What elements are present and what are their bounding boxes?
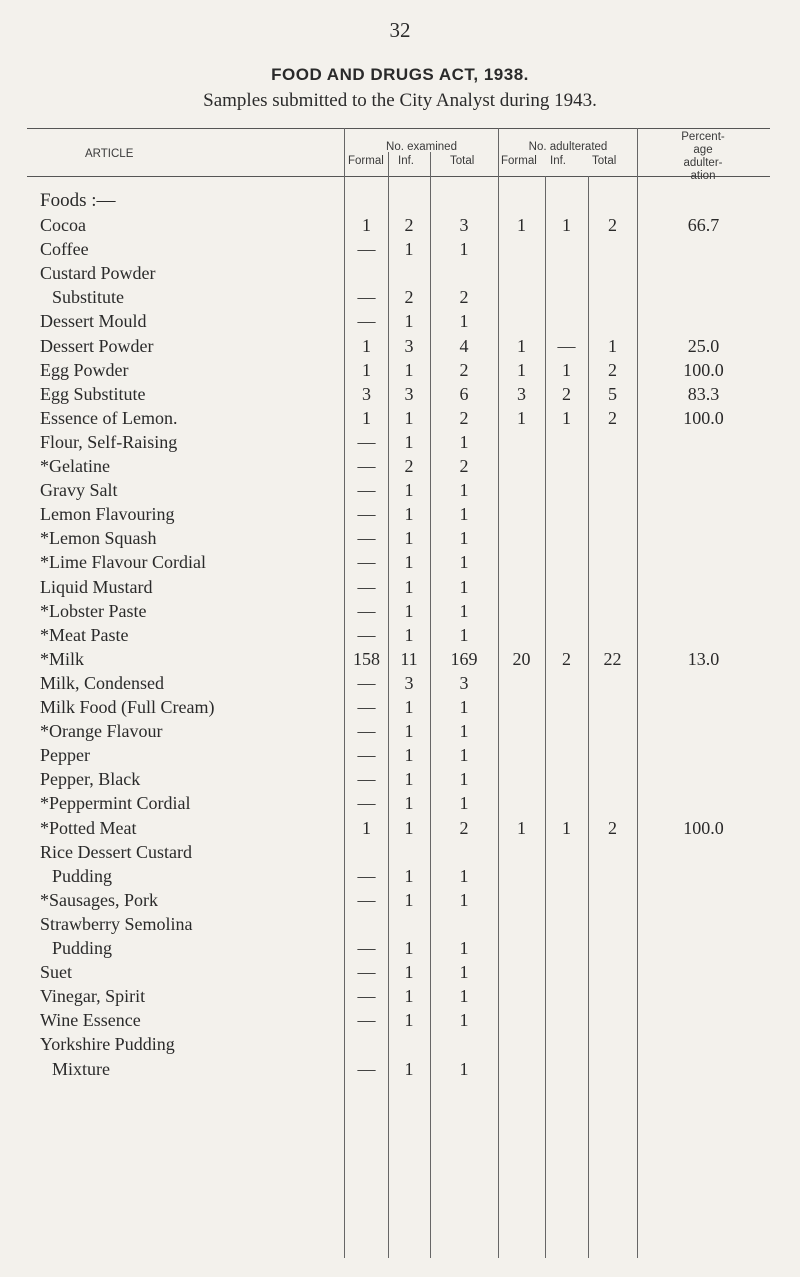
total-cell: 1 [459,697,469,717]
adult-inf-cell: 1 [562,359,571,380]
article-name: *Lobster Paste [40,600,147,621]
article-name: Substitute [52,287,125,308]
total-cell: 3 [459,215,469,235]
adult-total-cell: 2 [608,407,617,428]
formal-cell: — [357,311,376,332]
article-name: Coffee [40,239,89,260]
header-informal: Inf. [398,155,414,167]
formal-cell: — [357,552,376,573]
total-cell: 1 [459,624,469,645]
informal-cell: 1 [404,480,414,501]
article-name: *Meat Paste [40,624,129,645]
informal-cell: 1 [404,1010,414,1031]
total-cell: 1 [459,745,469,766]
table-row [0,1057,800,1081]
table-row [0,695,800,719]
table-row [0,575,800,599]
formal-cell: — [357,600,376,621]
informal-cell: 1 [404,938,414,958]
total-cell: 1 [459,865,469,886]
total-cell: 1 [459,504,469,525]
percentage-cell: 100.0 [683,359,724,380]
adult-inf-cell: 2 [562,648,571,669]
section-title: Foods :— [40,190,116,211]
total-cell: 2 [459,456,469,476]
informal-cell: 3 [404,383,414,404]
table-row [0,1008,800,1032]
total-cell: 4 [459,335,469,356]
table-row [0,430,800,454]
adult-formal-cell: 20 [512,648,531,669]
header-pct-line3: adulter- [683,157,723,169]
article-name: *Potted Meat [40,817,137,838]
article-name: *Lime Flavour Cordial [40,552,206,573]
total-cell: 1 [459,769,469,790]
adult-formal-cell: 1 [517,359,526,380]
article-name: Lemon Flavouring [40,504,175,525]
informal-cell: 2 [404,215,414,235]
page-number: 32 [389,18,411,42]
percentage-cell: 100.0 [683,407,724,428]
header-pct-line1: Percent- [681,131,725,143]
total-cell: 1 [459,889,469,910]
table-row [0,382,800,406]
formal-cell: — [357,938,376,958]
table-row [0,334,800,358]
adult-total-cell: 2 [608,817,617,838]
percentage-cell: 66.7 [687,215,720,235]
formal-cell: — [357,431,376,452]
article-name: *Milk [40,648,85,669]
formal-cell: — [357,672,376,693]
total-cell: 1 [459,986,469,1007]
total-cell: 2 [459,407,469,428]
article-name: Dessert Mould [40,311,147,332]
informal-cell: 3 [404,672,414,693]
header-examined: No. examined [386,141,457,153]
table-row [0,719,800,743]
total-cell: 1 [459,576,469,597]
table-row [0,767,800,791]
article-name: Pepper, Black [40,769,141,790]
formal-cell: — [357,480,376,501]
total-cell: 1 [459,721,469,742]
table-row [0,309,800,333]
article-name: Custard Powder [40,263,156,284]
article-name: Mixture [52,1058,110,1079]
informal-cell: 1 [404,986,414,1007]
header-pct-line2: age [693,144,713,156]
informal-cell: 1 [404,576,414,597]
formal-cell: — [357,239,376,260]
total-cell: 1 [459,793,469,814]
formal-cell: — [357,986,376,1007]
formal-cell: — [357,1010,376,1031]
formal-cell: — [357,624,376,645]
header-adult-total: Total [592,155,617,167]
total-cell: 2 [459,359,469,380]
article-name: Egg Substitute [40,383,146,404]
table-row [0,623,800,647]
article-name: Suet [40,962,73,983]
table-row [0,502,800,526]
informal-cell: 1 [404,745,414,766]
table-row [0,550,800,574]
adult-total-cell: 1 [608,335,617,356]
informal-cell: 1 [404,865,414,886]
header-percentage [638,131,768,183]
formal-cell: — [357,1058,376,1079]
percentage-cell: 13.0 [687,648,720,669]
table-row [0,743,800,767]
article-name: Strawberry Semolina [40,913,193,934]
article-name: Flour, Self-Raising [40,431,178,452]
adult-formal-cell: 1 [517,335,526,356]
informal-cell: 1 [404,528,414,549]
adult-formal-cell: 1 [517,817,526,838]
informal-cell: 3 [404,335,414,356]
table-row [0,285,800,309]
header-formal: Formal [348,155,384,167]
formal-cell: — [357,865,376,886]
informal-cell: 2 [404,287,414,308]
adult-total-cell: 5 [608,383,617,404]
formal-cell: — [357,793,376,814]
informal-cell: 1 [404,1058,414,1079]
page-title: FOOD AND DRUGS ACT, 1938. [271,65,529,84]
adult-inf-cell: 1 [562,215,571,235]
total-cell: 1 [459,552,469,573]
adult-inf-cell: — [557,335,576,356]
total-cell: 3 [459,672,469,693]
article-name: Cocoa [40,215,86,235]
total-cell: 169 [450,648,478,669]
article-name: Gravy Salt [40,480,118,501]
formal-cell: — [357,697,376,717]
informal-cell: 1 [404,624,414,645]
formal-cell: — [357,287,376,308]
informal-cell: 1 [404,359,414,380]
article-name: Egg Powder [40,359,129,380]
table-row [0,936,800,960]
formal-cell: — [357,504,376,525]
adult-inf-cell: 2 [562,383,571,404]
informal-cell: 1 [404,962,414,983]
informal-cell: 1 [404,311,414,332]
informal-cell: 1 [404,721,414,742]
article-name: Liquid Mustard [40,576,153,597]
article-name: Vinegar, Spirit [40,986,146,1007]
total-cell: 6 [459,383,469,404]
formal-cell: 158 [353,648,380,669]
formal-cell: — [357,576,376,597]
adult-total-cell: 2 [608,215,617,235]
total-cell: 1 [459,1010,469,1031]
article-name: Dessert Powder [40,335,154,356]
percentage-cell: 25.0 [687,335,720,356]
header-total: Total [450,155,475,167]
informal-cell: 1 [404,793,414,814]
article-name: *Gelatine [40,456,110,476]
article-name: Essence of Lemon. [40,407,178,428]
table-row [0,237,800,261]
header-pct-line4: ation [690,170,716,182]
informal-cell: 1 [404,431,414,452]
adult-total-cell: 2 [608,359,617,380]
article-name: *Peppermint Cordial [40,793,191,814]
informal-cell: 1 [404,697,414,717]
formal-cell: — [357,769,376,790]
informal-cell: 1 [404,504,414,525]
article-name: Pudding [52,938,113,958]
formal-cell: 1 [362,407,371,428]
total-cell: 1 [459,311,469,332]
informal-cell: 1 [404,407,414,428]
table-top-rule [27,128,770,129]
informal-cell: 1 [404,600,414,621]
informal-cell: 1 [404,889,414,910]
formal-cell: 1 [362,215,371,235]
formal-cell: — [357,745,376,766]
informal-cell: 11 [400,648,418,669]
formal-cell: — [357,889,376,910]
formal-cell: — [357,962,376,983]
table-row [0,791,800,815]
adult-total-cell: 22 [603,648,622,669]
table-row [0,526,800,550]
informal-cell: 1 [404,552,414,573]
total-cell: 1 [459,431,469,452]
article-name: Milk, Condensed [40,672,164,693]
adult-inf-cell: 1 [562,817,571,838]
informal-cell: 1 [404,239,414,260]
table-row [0,406,800,430]
total-cell: 1 [459,600,469,621]
table-row [0,478,800,502]
table-row [0,816,800,840]
informal-cell: 2 [404,456,414,476]
table-row [0,1032,800,1056]
article-name: Milk Food (Full Cream) [40,697,215,717]
adult-formal-cell: 1 [517,215,526,235]
article-name: Wine Essence [40,1010,141,1031]
formal-cell: — [357,721,376,742]
total-cell: 1 [459,480,469,501]
header-article: ARTICLE [85,148,134,160]
adult-formal-cell: 3 [517,383,526,404]
total-cell: 1 [459,239,469,260]
table-row [0,454,800,478]
percentage-cell: 100.0 [683,817,724,838]
article-name: Rice Dessert Custard [40,841,192,862]
percentage-cell: 83.3 [687,383,720,404]
formal-cell: 1 [362,817,371,838]
table-row [0,960,800,984]
informal-cell: 1 [404,817,414,838]
formal-cell: — [357,456,376,476]
header-adult-inf: Inf. [550,155,566,167]
total-cell: 1 [459,1058,469,1079]
header-adulterated: No. adulterated [528,141,608,153]
table-row [0,671,800,695]
adult-formal-cell: 1 [517,407,526,428]
header-adult-formal: Formal [501,155,537,167]
formal-cell: 3 [362,383,371,404]
table-row [0,984,800,1008]
article-name: Pudding [52,865,113,886]
article-name: Yorkshire Pudding [40,1034,175,1055]
table-row [0,647,800,671]
total-cell: 2 [459,817,469,838]
page-subtitle: Samples submitted to the City Analyst during 1943. [203,90,597,111]
table-row [0,261,800,285]
table-row [0,840,800,864]
formal-cell: 1 [362,359,371,380]
table-row [0,213,800,237]
informal-cell: 1 [404,769,414,790]
formal-cell: — [357,528,376,549]
adult-inf-cell: 1 [562,407,571,428]
formal-cell: 1 [362,335,371,356]
total-cell: 2 [459,287,469,308]
article-name: *Orange Flavour [40,721,163,742]
table-row [0,888,800,912]
table-row [0,864,800,888]
table-row [0,358,800,382]
article-name: *Sausages, Pork [40,889,158,910]
article-name: *Lemon Squash [40,528,157,549]
total-cell: 1 [459,938,469,958]
total-cell: 1 [459,962,469,983]
table-row [0,912,800,936]
article-name: Pepper [40,745,90,766]
total-cell: 1 [459,528,469,549]
table-row [0,599,800,623]
